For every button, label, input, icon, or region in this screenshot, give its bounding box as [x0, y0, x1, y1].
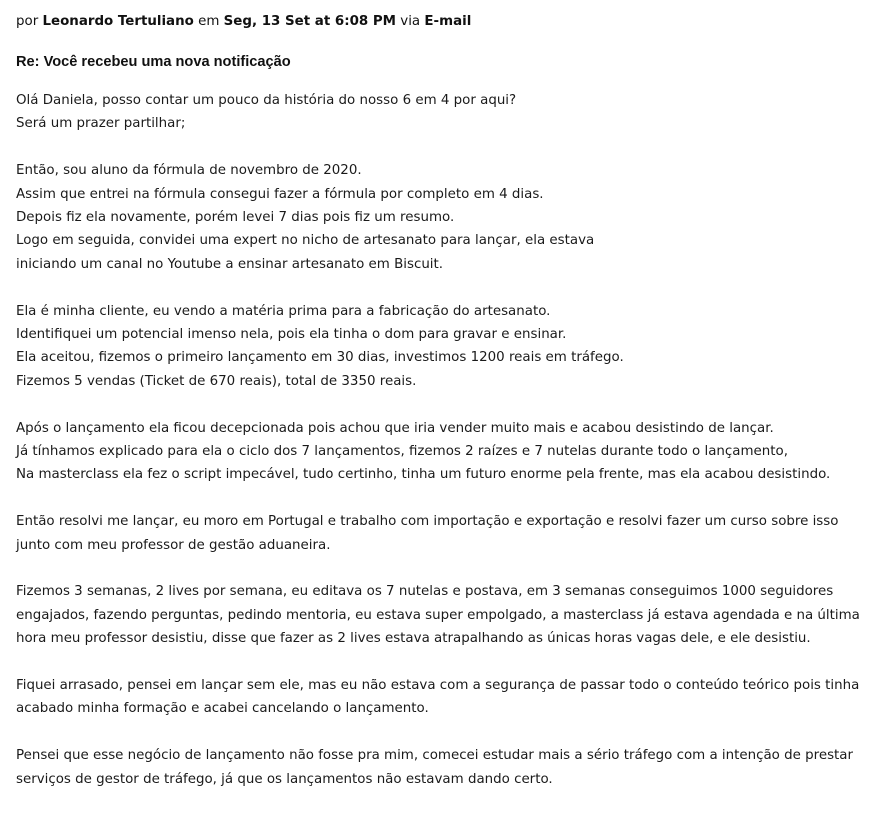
- body-line: junto com meu professor de gestão aduaneira.: [16, 537, 331, 553]
- body-line: Será um prazer partilhar;: [16, 116, 186, 132]
- body-line: Olá Daniela, posso contar um pouco da história do nosso 6 em 4 por aqui?: [16, 93, 517, 108]
- message-meta: [16, 10, 471, 34]
- message-body: [16, 89, 876, 814]
- body-line: Fizemos 3 semanas, 2 lives por semana, eu editava os 7 nutelas e postava, em 3 semanas conseguimos 1000 seguidores: [16, 584, 834, 600]
- body-paragraph: [16, 89, 876, 136]
- body-paragraph: [16, 417, 876, 487]
- body-line: Ela aceitou, fizemos o primeiro lançamento em 30 dias, investimos 1200 reais em tráfego.: [16, 350, 624, 366]
- body-line: Logo em seguida, convidei uma expert no nicho de artesanato para lançar, ela estava: [16, 233, 595, 249]
- body-line: Depois fiz ela novamente, porém levei 7 dias pois fiz um resumo.: [16, 210, 455, 226]
- body-line: Fiquei arrasado, pensei em lançar sem ele, mas eu não estava com a segurança de passar todo o conteúdo teórico pois tinha: [16, 678, 860, 694]
- body-line: Então, sou aluno da fórmula de novembro de 2020.: [16, 163, 362, 179]
- body-paragraph: [16, 300, 876, 394]
- body-line: Fizemos 5 vendas (Ticket de 670 reais), total de 3350 reais.: [16, 373, 417, 389]
- message-subject: Re: Você recebeu uma nova notificação: [16, 54, 291, 70]
- body-paragraph: [16, 744, 876, 791]
- body-line: iniciando um canal no Youtube a ensinar artesanato em Biscuit.: [16, 256, 444, 272]
- meta-prefix: por: [16, 14, 39, 29]
- body-line: Pensei que esse negócio de lançamento não fosse pra mim, comecei estudar mais a sério tráfego com a intenção de prestar: [16, 748, 854, 764]
- body-line: engajados, fazendo perguntas, pedindo mentoria, eu estava super empolgado, a masterclass já estava agendada e na última: [16, 607, 860, 623]
- body-paragraph: [16, 159, 876, 276]
- body-line: hora meu professor desistiu, disse que fazer as 2 lives estava atrapalhando as únicas horas vagas dele, e ele desistiu.: [16, 631, 811, 647]
- body-line: Ela é minha cliente, eu vendo a matéria prima para a fabricação do artesanato.: [16, 303, 551, 319]
- body-line: acabado minha formação e acabei cancelando o lançamento.: [16, 701, 429, 717]
- author-name: Leonardo Tertuliano: [42, 14, 194, 29]
- body-line: Identifiquei um potencial imenso nela, pois ela tinha o dom para gravar e ensinar.: [16, 327, 567, 343]
- body-line: Após o lançamento ela ficou decepcionada pois achou que iria vender muito mais e acabou desistindo de lançar.: [16, 420, 774, 436]
- meta-on: em: [198, 14, 220, 29]
- body-line: serviços de gestor de tráfego, já que os lançamentos não estavam dando certo.: [16, 771, 553, 787]
- message-date: Seg, 13 Set at 6:08 PM: [223, 14, 397, 29]
- body-paragraph: [16, 580, 876, 650]
- body-line: Assim que entrei na fórmula consegui fazer a fórmula por completo em 4 dias.: [16, 186, 544, 202]
- body-line: Na masterclass ela fez o script impecável, tudo certinho, tinha um futuro enorme pela frente, mas ela acabou desistindo.: [16, 467, 831, 483]
- message-channel: E-mail: [424, 14, 472, 29]
- body-line: Já tínhamos explicado para ela o ciclo dos 7 lançamentos, fizemos 2 raízes e 7 nutelas durante todo o lançamento,: [16, 444, 788, 460]
- meta-via: via: [400, 14, 421, 29]
- body-line: Então resolvi me lançar, eu moro em Portugal e trabalho com importação e exportação e resolvi fazer um curso sobre isso: [16, 514, 839, 530]
- body-paragraph: [16, 674, 876, 721]
- body-paragraph: [16, 510, 876, 557]
